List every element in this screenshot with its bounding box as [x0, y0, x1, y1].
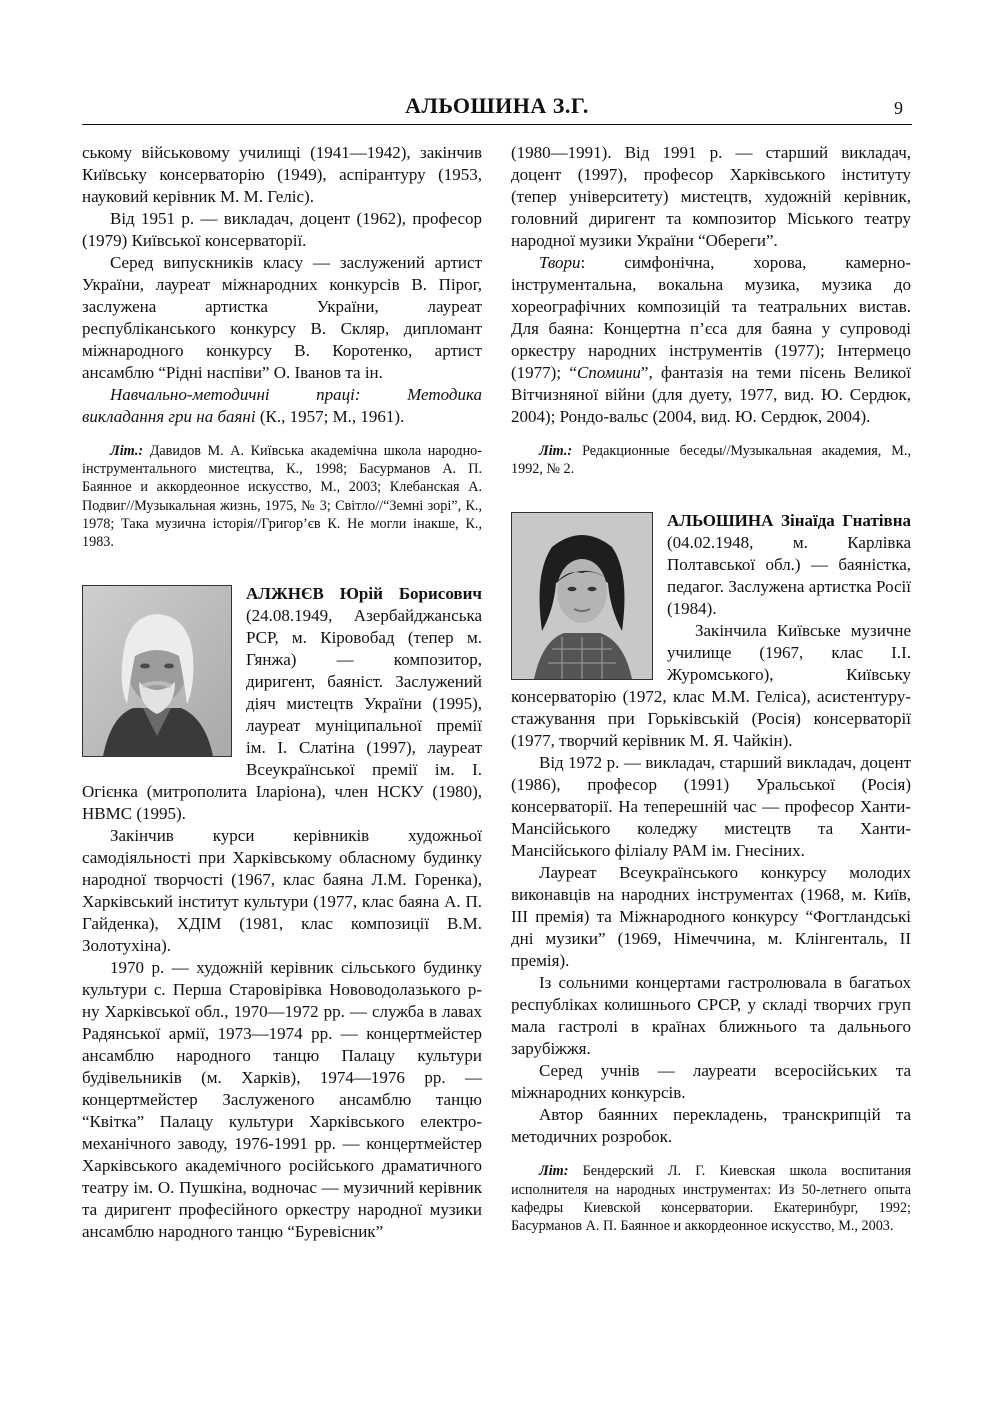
entry-alzhniev	[82, 583, 482, 1243]
portrait-photo-alzhniev	[82, 585, 232, 757]
works-text: : симфонічна, хорова, камерно-інструментальна, вокальна музика, музика до хореографічних композицій та театральних вистав. Для баяна: Концертна п’єса для баяна у супроводі оркестру народних інструментів (1977); Інтермецо (1977); “	[511, 253, 911, 382]
header-rule	[82, 124, 912, 125]
right-column	[511, 142, 911, 1235]
page-number: 9	[894, 98, 903, 118]
entry-given-name: Зінаїда Гнатівна	[773, 511, 911, 531]
entry-given-name: Юрій Борисович	[323, 584, 482, 604]
paragraph: Автор баянних перекладень, транскрипцій та методичних розробок.	[511, 1105, 911, 1147]
paragraph: 1970 р. — художній керівник сільського будинку культури с. Перша Старовірівка Нововодолазького р-ну Харківської обл., 1970—1972 рр. — служба в лавах Радянської армії, 1973—1974 рр. — концертмейстер ансамблю народного танцю Палацу культури будівельників (м. Харків), 1974—1976 рр. — концертмейстер Заслуженого ансамблю танцю “Квітка” Палацу культури Харківського електро-механічного заводу, 1976-1991 рр. — концертмейстер Харківського академічного російського драматичного театру ім. О. Пушкіна, водночас — музичний керівник та диригент професійного оркестру народної музики ансамблю народного танцю “Буревісник”	[82, 958, 482, 1242]
works-title: Спомини	[576, 363, 641, 382]
literature-label: Літ.:	[110, 443, 144, 459]
paragraph: Від 1951 р. — викладач, доцент (1962), професор (1979) Київської консерваторії.	[82, 209, 482, 250]
entry-surname: АЛЖНЄВ	[246, 584, 324, 604]
portrait-image	[512, 513, 652, 679]
paragraph: Закінчив курси керівників художньої самодіяльності при Харківському обласному будинку народної творчості (1967, клас баяна Л.М. Горенка), Харківський інститут культури (1977, клас баяна А. П. Гайденка), ХДІМ (1981, клас композиції В.М. Золотухіна).	[82, 826, 482, 956]
paragraph: Від 1972 р. — викладач, старший викладач, доцент (1986), професор (1991) Уральської (Росія) консерваторії. На теперешній час — професор Ханти-Мансійського коледжу мистецтв та Ханти-Мансійського філіалу РАМ ім. Гнесіних.	[511, 753, 911, 861]
entry-surname: АЛЬОШИНА	[667, 511, 774, 531]
works-paragraph	[82, 384, 482, 428]
literature-text: Давидов М. А. Київська академічна школа народно-інструментального мистецтва, К., 1998; Басурманов А. П. Баянное и аккордеонное искусство, М., 2003; Клебанская А. Подвиг//Музыкальная жизнь, 1975, № 3; Світло//“Земні зорі”, К., 1978; Така музична історія//Григор’єв К. Не могли інакше, К., 1983.	[82, 443, 482, 551]
literature-block	[511, 442, 911, 478]
paragraph: Лауреат Всеукраїнського конкурсу молодих виконавців на народних інструментах (1968, м. Київ, ІІІ премія) та Міжнародного конкурсу “Фогтландські дні музики” (1969, Німеччина, м. Клінгенталь, ІІ премія).	[511, 863, 911, 971]
literature-text: Бендерский Л. Г. Киевская школа воспитания исполнителя на народных инструментах: Из 50-летнего опыта кафедры Киевской консерватории. Екатеринбург, 1992; Басурманов А. П. Баянное и аккордеонное искусство, М., 2003.	[511, 1163, 911, 1235]
paragraph: Із сольними концертами гастролювала в багатьох республіках колишнього СРСР, у складі творчих груп мала гастролі в країнах ближнього та дальнього зарубіжжя.	[511, 973, 911, 1059]
literature-label: Літ:	[539, 1163, 569, 1180]
literature-block	[82, 442, 482, 551]
left-column	[82, 142, 482, 1243]
running-header: АЛЬОШИНА З.Г.	[405, 93, 589, 118]
entry-intro-text: (24.08.1949, Азербайджанська РСР, м. Кіровобад (тепер м. Гянжа) — композитор, диригент, баяніст. Заслужений діяч мистецтв України (1995), лауреат муніципальної премії ім. І. Слатіна (1997), лауреат Всеукраїнської премії ім. І. Огієнка (митрополита Іларіона), член НСКУ (1980), НВМС (1995).	[82, 606, 482, 824]
works-details: (К., 1957; М., 1961).	[255, 407, 405, 426]
paragraph: Серед учнів — лауреати всеросійських та міжнародних конкурсів.	[511, 1061, 911, 1103]
works-text-continued: ”, фантазія на теми пісень Великої Вітчизняної війни (для дуету, 1977, вид. Ю. Сердюк, 2004); Рондо-вальс (2004, вид. Ю. Сердюк, 2004).	[511, 363, 912, 426]
portrait-image	[83, 586, 231, 756]
paragraph: Закінчила Київське музичне училище (1967, клас І.І. Журомського), Київську консерваторію (1972, клас М.М. Геліса), асистентуру-стажування при Горьківській (Росія) консерваторії (1977, творчий керівник М. Я. Чайкін).	[511, 621, 911, 751]
literature-block	[511, 1162, 911, 1235]
works-label: Навчально-методичні праці	[110, 385, 355, 404]
literature-text: Редакционные беседы//Музыкальная академия, М., 1992, № 2.	[511, 443, 911, 478]
entry-aloshyna	[511, 510, 911, 1235]
works-paragraph	[511, 252, 911, 428]
works-title: : Методика викладання гри на баяні	[82, 385, 482, 426]
entry-intro-text: (04.02.1948, м. Карлівка Полтавської обл.) — баяністка, педагог. Заслужена артистка Росії (1984).	[667, 533, 911, 619]
paragraph: ському військовому училищі (1941—1942), закінчив Київську консерваторію (1949), аспірантуру (1953, науковий керівник М. М. Геліс).	[82, 143, 482, 206]
paragraph: (1980—1991). Від 1991 р. — старший викладач, доцент (1997), професор Харківського інституту (тепер університету) мистецтв, художній керівник, головний диригент та композитор Міського театру народної музики України “Обереги”.	[511, 143, 911, 250]
literature-label: Літ.:	[539, 443, 573, 459]
paragraph: Серед випускників класу — заслужений артист України, лауреат міжнародних конкурсів В. Пірог, заслужена артистка України, лауреат республіканського конкурсу В. Скляр, дипломант міжнародного конкурсу В. Коротенко, артист ансамблю “Рідні наспіви” О. Іванов та ін.	[82, 253, 482, 382]
works-label: Твори	[539, 253, 581, 272]
portrait-photo-aloshyna	[511, 512, 653, 680]
